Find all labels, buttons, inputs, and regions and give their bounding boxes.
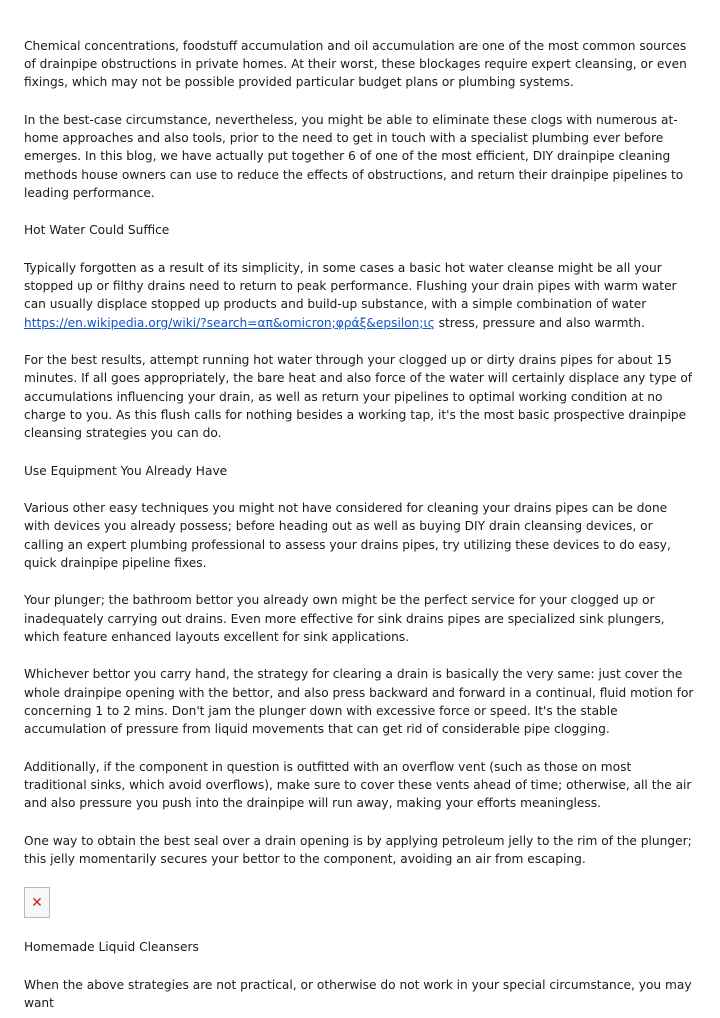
- paragraph-3-text-start: Typically forgotten as a result of its simplicity, in some cases a basic hot water cleanse might be all your stopped up or filthy drains need to return to peak performance. Flushing your drain pipes with warm water can usually displace stopped up products and build-up substance, with a simple combination of water: [24, 261, 677, 312]
- paragraph-2: In the best-case circumstance, nevertheless, you might be able to eliminate these clogs with numerous at-home approaches and also tools, prior to the need to get in touch with a specialist plumbing ever before emerges. In this blog, we have actually put together 6 of one of the most efficient, DIY drainpipe cleaning methods house owners can use to reduce the effects of obstructions, and return their drainpipe pipelines to leading performance.: [24, 113, 684, 200]
- paragraph-8: Additionally, if the component in question is outfitted with an overflow vent (such as those on most traditional sinks, which avoid overflows), make sure to cover these vents ahead of time; otherwise, all the air and also pressure you push into the drainpipe will run away, making your efforts meaningless.: [24, 759, 692, 811]
- paragraph-3: [24, 259, 696, 332]
- heading-hot-water: Hot Water Could Suffice: [24, 223, 170, 238]
- paragraph-3-text-end: stress, pressure and also warmth.: [434, 315, 645, 330]
- paragraph-5: Various other easy techniques you might not have considered for cleaning your drains pipes can be done with devices you already possess; before heading out as well as buying DIY drain cleansing devices, or calling an expert plumbing professional to assess your drains pipes, try utilizing these devices to do easy, quick drainpipe pipeline fixes.: [24, 501, 671, 570]
- wikipedia-search-link[interactable]: https://en.wikipedia.org/wiki/?search=απ&omicron;φράξ&epsilon;ις: [24, 315, 435, 330]
- paragraph-6: Your plunger; the bathroom bettor you already own might be the perfect service for your clogged up or inadequately carrying out drains. Even more effective for sink drains pipes are specialized sink plungers, which feature enhanced layouts excellent for sink applications.: [24, 593, 665, 644]
- paragraph-9: One way to obtain the best seal over a drain opening is by applying petroleum jelly to the rim of the plunger; this jelly momentarily secures your bettor to the component, avoiding an air from escaping.: [24, 833, 692, 866]
- paragraph-10: When the above strategies are not practical, or otherwise do not work in your special circumstance, you may want: [24, 978, 692, 1011]
- heading-use-equipment: Use Equipment You Already Have: [24, 463, 228, 478]
- close-x-icon: ✕: [31, 894, 43, 911]
- paragraph-1: Chemical concentrations, foodstuff accumulation and oil accumulation are one of the most common sources of drainpipe obstructions in private homes. At their worst, these blockages require expert cleansing, or even fixings, which may not be possible provided particular budget plans or plumbing systems.: [24, 39, 687, 90]
- paragraph-4: For the best results, attempt running hot water through your clogged up or dirty drains pipes for about 15 minutes. If all goes appropriately, the bare heat and also force of the water will certainly displace any type of accumulations influencing your drain, as well as return your pipelines to optimal working condition at no charge to you. As this flush calls for nothing besides a working tap, it's the most basic prospective drainpipe cleansing strategies you can do.: [24, 353, 693, 441]
- paragraph-7: Whichever bettor you carry hand, the strategy for clearing a drain is basically the very same: just cover the whole drainpipe opening with the bettor, and also press backward and forward in a continual, fluid motion for concerning 1 to 2 mins. Don't jam the plunger down with excessive force or speed. It's the stable accumulation of pressure from liquid movements that can get rid of considerable pipe clogging.: [24, 667, 694, 737]
- broken-image-icon: [24, 887, 50, 918]
- heading-homemade-cleansers: Homemade Liquid Cleansers: [24, 940, 199, 955]
